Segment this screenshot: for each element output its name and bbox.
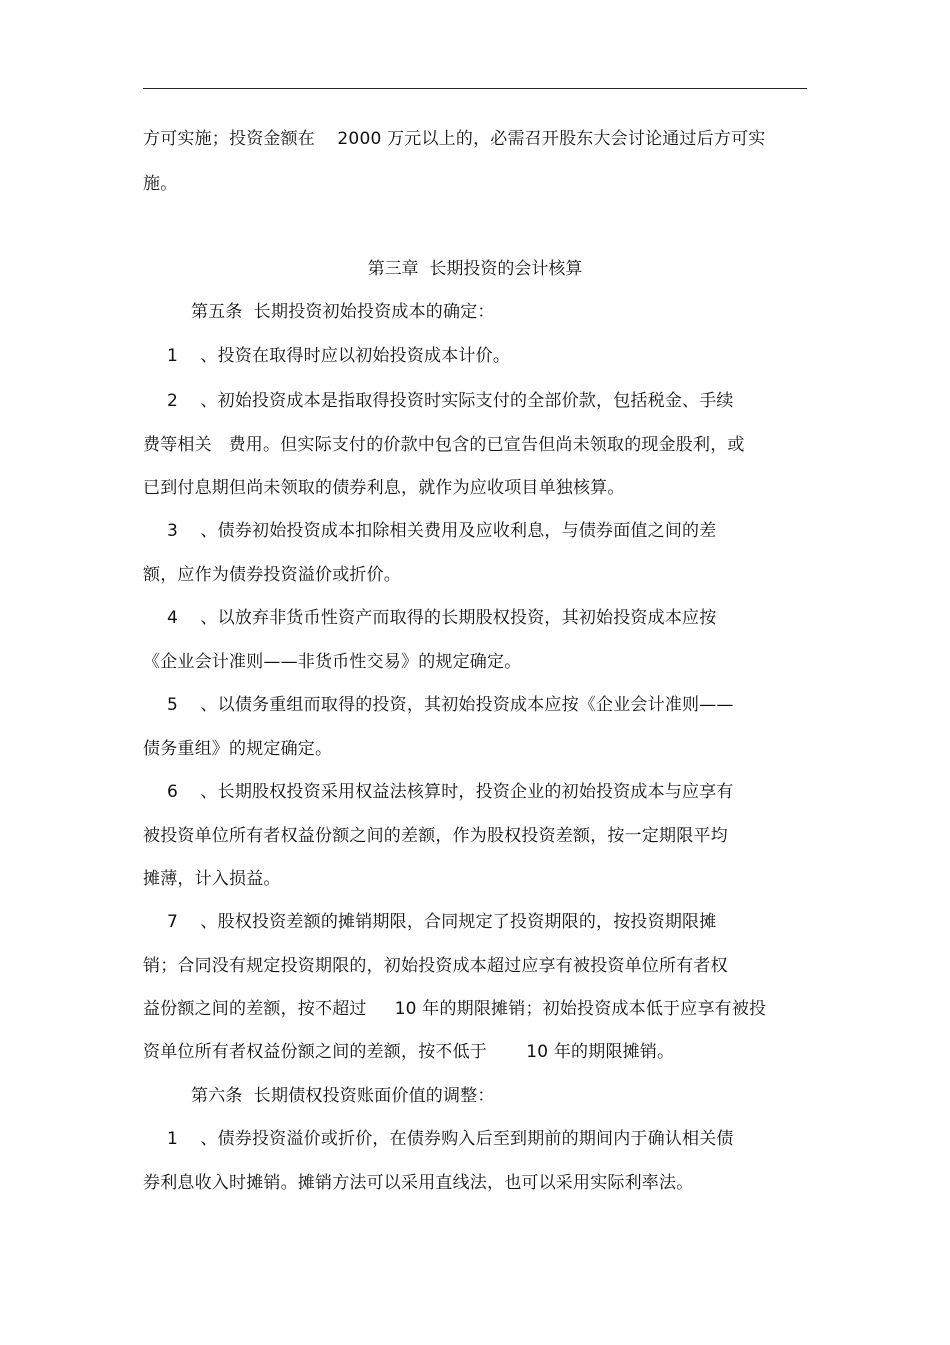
text-line: 摊薄，计入损益。 (143, 869, 281, 889)
text-line: 已到付息期但尚未领取的债券利息，就作为应收项目单独核算。 (143, 478, 625, 498)
text-line: 被投资单位所有者权益份额之间的差额，作为股权投资差额，按一定期限平均 (143, 826, 728, 846)
text-line: 施。 (143, 174, 178, 194)
text-line: 益份额之间的差额，按不超过 10 年的期限摊销；初始投资成本低于应享有被投 (143, 999, 767, 1019)
text-line: 券利息收入时摊销。摊销方法可以采用直线法，也可以采用实际利率法。 (143, 1173, 694, 1193)
text-line: 6 、长期股权投资采用权益法核算时，投资企业的初始投资成本与应享有 (167, 782, 734, 802)
article-heading: 第六条 长期债权投资账面价值的调整： (191, 1086, 495, 1106)
header-rule (143, 88, 807, 89)
text-line: 《企业会计准则——非货币性交易》的规定确定。 (143, 652, 522, 672)
text-line: 1 、债券投资溢价或折价，在债券购入后至到期前的期间内于确认相关债 (167, 1129, 734, 1149)
text-line: 债务重组》的规定确定。 (143, 739, 333, 759)
text-line: 额，应作为债券投资溢价或折价。 (143, 565, 401, 585)
text-line: 费等相关 费用。但实际支付的价款中包含的已宣告但尚未领取的现金股利，或 (143, 435, 745, 455)
text-line: 2 、初始投资成本是指取得投资时实际支付的全部价款，包括税金、手续 (167, 391, 734, 411)
text-line: 7 、股权投资差额的摊销期限，合同规定了投资期限的，按投资期限摊 (167, 912, 717, 932)
chapter-title: 第三章 长期投资的会计核算 (367, 259, 583, 279)
text-line: 1 、投资在取得时应以初始投资成本计价。 (167, 346, 511, 366)
text-line: 销；合同没有规定投资期限的，初始投资成本超过应享有被投资单位所有者权 (143, 956, 728, 976)
text-line: 4 、以放弃非货币性资产而取得的长期股权投资，其初始投资成本应按 (167, 608, 717, 628)
text-line: 5 、以债务重组而取得的投资，其初始投资成本应按《企业会计准则—— (167, 695, 734, 715)
text-line: 3 、债券初始投资成本扣除相关费用及应收利息，与债券面值之间的差 (167, 521, 717, 541)
text-line: 资单位所有者权益份额之间的差额，按不低于 10 年的期限摊销。 (143, 1042, 675, 1062)
text-line: 方可实施；投资金额在 2000 万元以上的，必需召开股东大会讨论通过后方可实 (143, 129, 766, 149)
article-heading: 第五条 长期投资初始投资成本的确定： (191, 302, 495, 322)
